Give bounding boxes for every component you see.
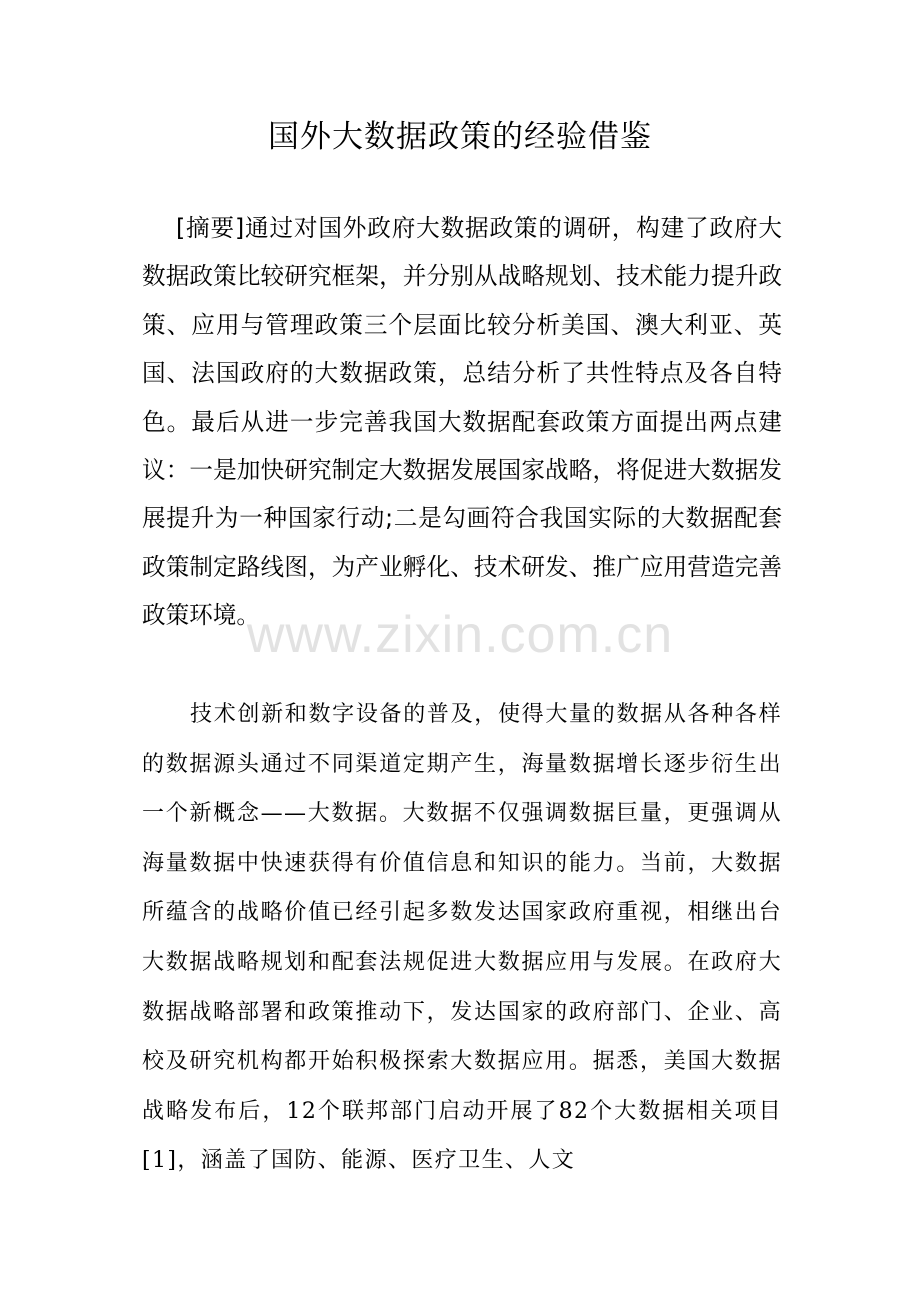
abstract-paragraph: [摘要]通过对国外政府大数据政策的调研，构建了政府大数据政策比较研究框架，并分别从战略规划、技术能力提升政策、应用与管理政策三个层面比较分析美国、澳大利亚、英国、法国政府的大数据政策，总结分析了共性特点及各自特色。最后从进一步完善我国大数据配套政策方面提出两点建议：一是加快研究制定大数据发展国家战略，将促进大数据发展提升为一种国家行动;二是勾画符合我国实际的大数据配套政策制定路线图，为产业孵化、技术研发、推广应用营造完善政策环境。 (142, 214, 782, 630)
document-title: 国外大数据政策的经验借鉴 (268, 119, 652, 155)
body-paragraph: 技术创新和数字设备的普及，使得大量的数据从各种各样的数据源头通过不同渠道定期产生，海量数据增长逐步衍生出一个新概念——大数据。大数据不仅强调数据巨量，更强调从海量数据中快速获得有价值信息和知识的能力。当前，大数据所蕴含的战略价值已经引起多数发达国家政府重视，相继出台大数据战略规划和配套法规促进大数据应用与发展。在政府大数据战略部署和政策推动下，发达国家的政府部门、企业、高校及研究机构都开始积极探索大数据应用。据悉，美国大数据战略发布后，12个联邦部门启动开展了82个大数据相关项目[1]，涵盖了国防、能源、医疗卫生、人文 (142, 702, 782, 1174)
watermark: www.zixin.com.cn (246, 606, 674, 664)
